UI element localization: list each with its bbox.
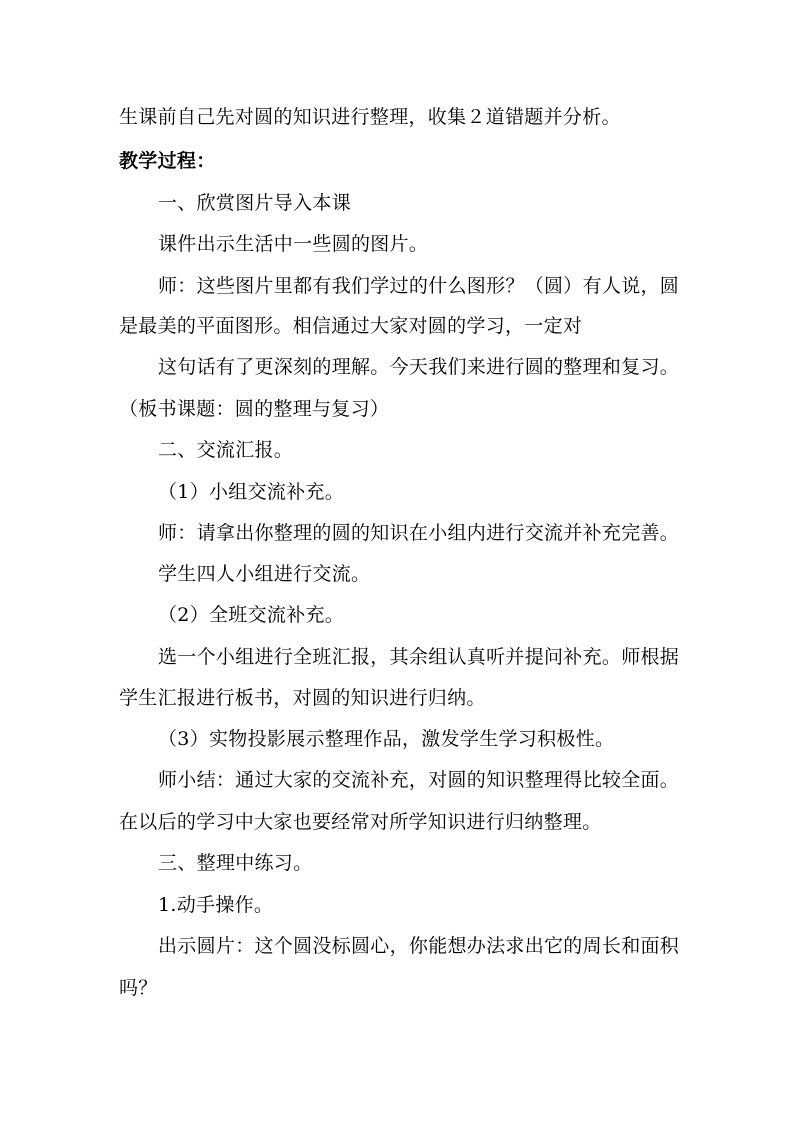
- paragraph-line: 师：这些图片里都有我们学过的什么图形？（圆）有人说，圆: [158, 275, 680, 297]
- paragraph-line: 师：请拿出你整理的圆的知识在小组内进行交流并补充完善。: [158, 522, 680, 544]
- section-heading: 一、欣赏图片导入本课: [158, 192, 352, 214]
- section-heading: 教学过程：: [119, 150, 216, 172]
- paragraph-line: 在以后的学习中大家也要经常对所学知识进行归纳整理。: [119, 811, 602, 833]
- subsection-heading: （1）小组交流补充。: [158, 481, 345, 503]
- paragraph-line: 这句话有了更深刻的理解。今天我们来进行圆的整理和复习。: [158, 356, 680, 378]
- paragraph-line: 是最美的平面图形。相信通过大家对圆的学习，一定对: [119, 315, 583, 337]
- paragraph-line: 出示圆片：这个圆没标圆心，你能想办法求出它的周长和面积: [158, 935, 680, 957]
- section-heading: 二、交流汇报。: [158, 439, 294, 461]
- paragraph-line: 吗？: [119, 977, 158, 999]
- paragraph-line: 学生四人小组进行交流。: [158, 563, 371, 585]
- subsection-heading: 1.动手操作。: [158, 894, 274, 916]
- paragraph-line: 学生汇报进行板书，对圆的知识进行归纳。: [119, 687, 486, 709]
- section-heading: 三、整理中练习。: [158, 852, 313, 874]
- paragraph-line: 生课前自己先对圆的知识进行整理，收集２道错题并分析。: [119, 106, 621, 128]
- paragraph-line: 选一个小组进行全班汇报，其余组认真听并提问补充。师根据: [158, 646, 680, 668]
- subsection-heading: （2）全班交流补充。: [158, 604, 345, 626]
- subsection-heading: （3）实物投影展示整理作品，激发学生学习积极性。: [158, 728, 615, 750]
- paragraph-line: （板书课题：圆的整理与复习）: [119, 398, 390, 420]
- paragraph-line: 师小结：通过大家的交流补充，对圆的知识整理得比较全面。: [158, 769, 680, 791]
- paragraph-line: 课件出示生活中一些圆的图片。: [158, 233, 429, 255]
